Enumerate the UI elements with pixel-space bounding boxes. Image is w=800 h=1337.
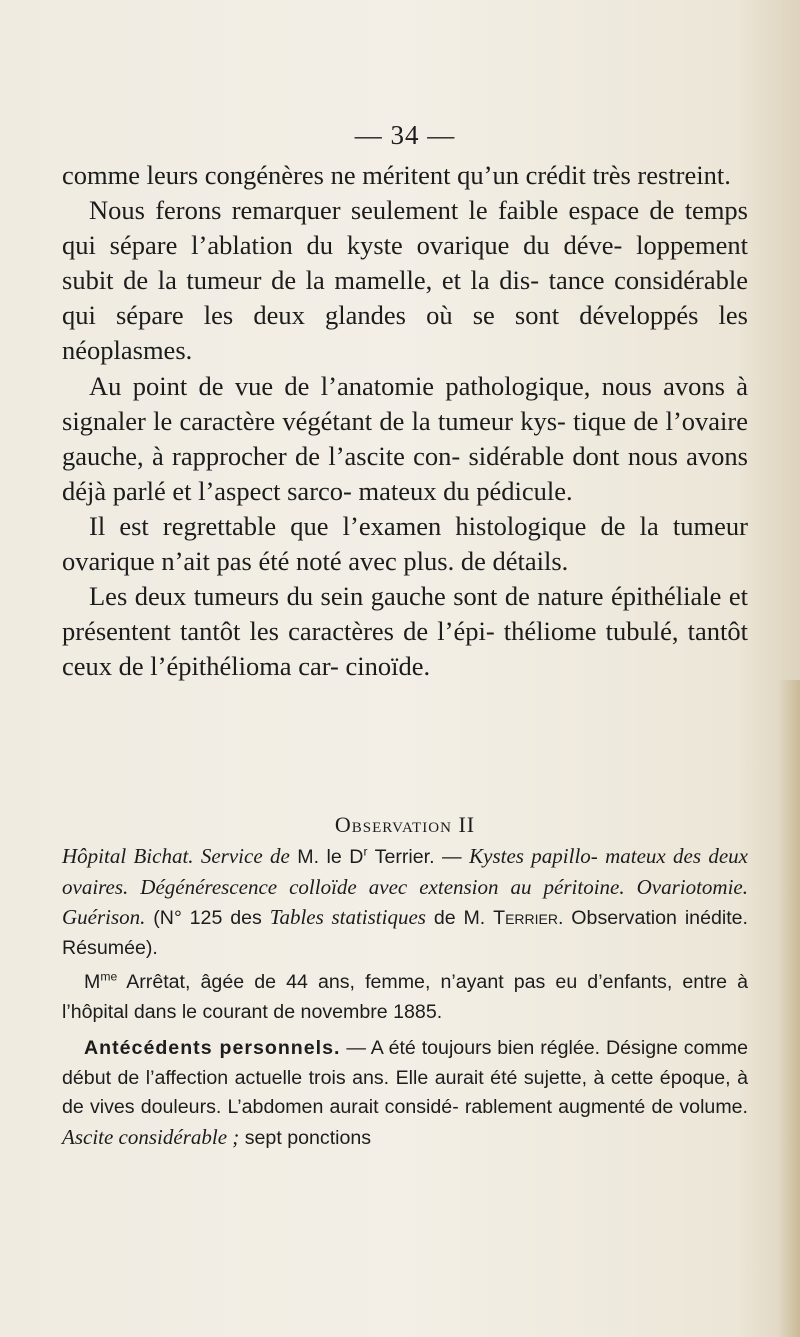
patient-text: $M^{me}$ Arrêtat, âgée de 44 ans, femme, n’ayant pas eu d’enfants, entre à l’hôpital dans le courant de novembre 1885. <box>62 969 748 1023</box>
page-number: — 34 — <box>354 120 456 150</box>
observation-header <box>62 842 748 964</box>
antecedents-label: Antécédents personnels. <box>84 1037 341 1059</box>
patient-paragraph <box>62 968 748 1027</box>
hospital-service: Hôpital Bichat. Service de <box>62 844 290 868</box>
diagnosis: Kystes papillo- mateux des deux ovaires. Dégénérescence colloïde avec extension au péritoine. Ovariotomie. Guérison. <box>62 844 748 930</box>
paragraph-4: Il est regrettable que l’examen histologique de la tumeur ovarique n’ait pas été noté avec plus. de détails. <box>62 510 748 577</box>
paragraph-3: Au point de vue de l’anatomie pathologique, nous avons à signaler le caractère végétant de la tumeur kys- tique de l’ovaire gauche, à rapprocher de l’ascite con- sidérable dont nous avons déjà parlé et l’aspect sarco- mateux du pédicule. <box>62 370 748 506</box>
page-edge-stain <box>778 680 800 1337</box>
antecedents-paragraph <box>62 1034 748 1154</box>
main-text <box>62 158 748 684</box>
paragraph-2: Nous ferons remarquer seulement le faible espace de temps qui sépare l’ablation du kyste ovarique du déve- loppement subit de la tumeur de la mamelle, et la dis- tance considérable qui sépare les deux glandes où se sont développés les néoplasmes. <box>62 195 748 366</box>
paragraph-1: comme leurs congénères ne méritent qu’un crédit très restreint. <box>62 160 731 190</box>
antecedents-text: Antécédents personnels. — A été toujours bien réglée. Désigne comme début de l’affection actuelle trois ans. Elle aurait été sujette, à cette époque, à de vives douleurs. L’abdomen aurait considé- rablement augmenté de volume. Ascite considérable ; sept ponctions <box>62 1037 748 1150</box>
paragraph-5: Les deux tumeurs du sein gauche sont de nature épithéliale et présentent tantôt les caractères de l’épi- théliome tubulé, tantôt ceux de l’épithélioma car- cinoïde. <box>62 581 748 682</box>
observation-header-text: Hôpital Bichat. Service de M. le $D^r$ Terrier. — Kystes papillo- mateux des deux ovaires. Dégénérescence colloïde avec extension au péritoine. Ovariotomie. Guérison. (N° 125 des Tables statistiques de M. Terrier. Observation inédite. Résumée). <box>62 844 748 960</box>
observation-heading: Observation II <box>334 812 476 837</box>
